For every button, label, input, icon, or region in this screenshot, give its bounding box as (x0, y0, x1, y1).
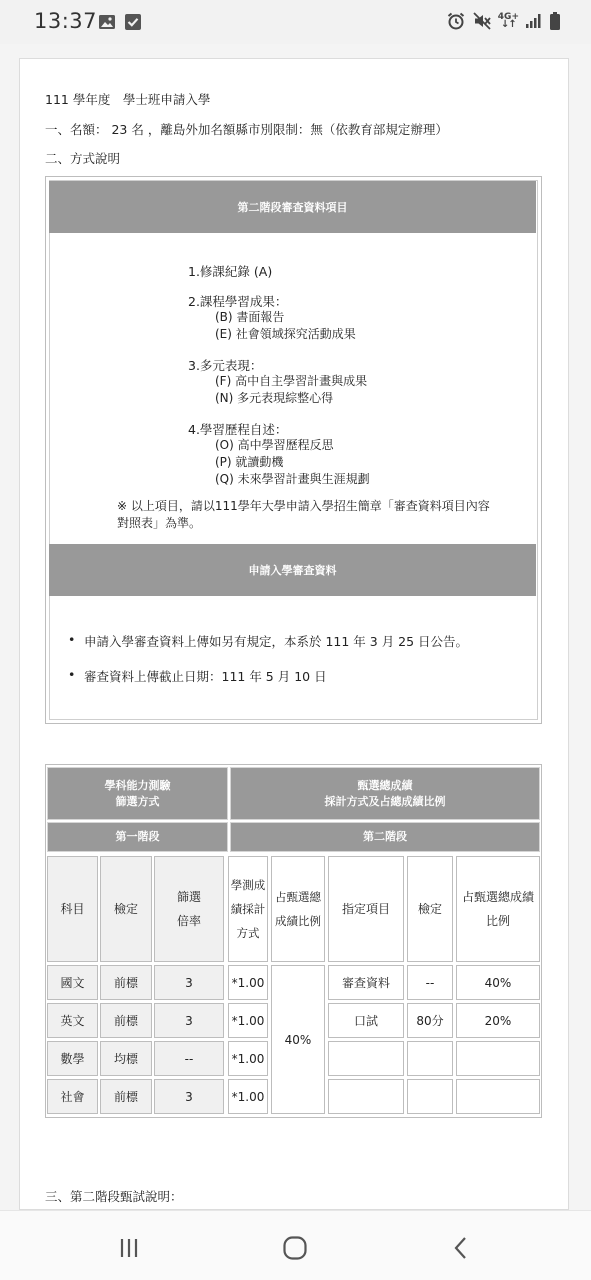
table-cell-ratio: 3 (154, 1003, 224, 1038)
application-heading: 申請入學審查資料 (49, 544, 536, 596)
col-check2: 檢定 (407, 856, 453, 962)
mobile-data-icon: 4G+ ↓↑ (497, 12, 519, 30)
method-heading: 二、方式說明 (45, 151, 121, 166)
table-cell-check: 均標 (100, 1041, 152, 1076)
col-score-method: 學測成 績採計 方式 (228, 856, 268, 962)
table-cell-item: 審查資料 (328, 965, 404, 1000)
page-title: 111 學年度 學士班申請入學 (45, 92, 211, 107)
table-cell-final (456, 1079, 540, 1114)
col-check: 檢定 (100, 856, 152, 962)
table-cell-score: *1.00 (228, 1003, 268, 1038)
table-header-total: 甄選總成績 採計方式及占總成績比例 (230, 767, 540, 820)
table-cell-item: 口試 (328, 1003, 404, 1038)
table-cell-item (328, 1079, 404, 1114)
table-header-screening: 學科能力測驗 篩選方式 (47, 767, 228, 820)
table-cell-subject: 英文 (47, 1003, 98, 1038)
table-cell-check2 (407, 1079, 453, 1114)
col-ratio: 篩選 倍率 (154, 856, 224, 962)
review-subitem: (F) 高中自主學習計畫與成果 (215, 374, 368, 388)
back-icon[interactable] (446, 1233, 476, 1263)
col-item: 指定項目 (328, 856, 404, 962)
table-cell-item (328, 1041, 404, 1076)
table-cell-score: *1.00 (228, 965, 268, 1000)
table-cell-check: 前標 (100, 1079, 152, 1114)
review-heading: 第二階段審查資料項目 (49, 181, 536, 233)
navigation-bar (0, 1210, 591, 1280)
review-note-line: 對照表」為準。 (117, 516, 202, 530)
table-cell-subject: 數學 (47, 1041, 98, 1076)
table-cell-share-merged: 40% (271, 965, 325, 1114)
review-subitem: (P) 就讀動機 (215, 455, 284, 469)
mute-icon (472, 11, 492, 31)
review-item: 3.多元表現： (188, 358, 263, 373)
table-header-stage1: 第一階段 (47, 822, 228, 852)
table-cell-check2: -- (407, 965, 453, 1000)
battery-icon (549, 11, 561, 31)
review-subitem: (Q) 未來學習計畫與生涯規劃 (215, 472, 370, 486)
section-three-heading: 三、第二階段甄試說明： (45, 1189, 183, 1204)
table-cell-score: *1.00 (228, 1079, 268, 1114)
alarm-icon (446, 11, 466, 31)
table-cell-score: *1.00 (228, 1041, 268, 1076)
review-subitem: (O) 高中學習歷程反思 (215, 438, 334, 452)
recent-apps-icon[interactable] (114, 1233, 144, 1263)
table-cell-final: 40% (456, 965, 540, 1000)
review-subitem: (B) 書面報告 (215, 310, 285, 324)
table-cell-subject: 國文 (47, 965, 98, 1000)
review-item: 4.學習歷程自述： (188, 422, 288, 437)
review-item: 1.修課紀錄 (A) (188, 264, 273, 279)
quota-line: 一、名額： 23 名 ，離島外加名額縣市別限制：無（依教育部規定辦理） (45, 122, 448, 137)
col-final-share: 占甄選總成績 比例 (456, 856, 540, 962)
table-cell-check2 (407, 1041, 453, 1076)
clock: 13:37 (34, 9, 98, 33)
col-share: 占甄選總 成績比例 (271, 856, 325, 962)
table-cell-check: 前標 (100, 1003, 152, 1038)
table-cell-ratio: 3 (154, 1079, 224, 1114)
application-bullet: • 申請入學審查資料上傳如另有規定，本系於 111 年 3 月 25 日公告。 (70, 632, 468, 650)
review-note-line: ※ 以上項目，請以111學年大學申請入學招生簡章「審查資料項目內容 (117, 499, 490, 513)
review-subitem: (E) 社會領域探究活動成果 (215, 327, 356, 341)
status-bar (0, 0, 591, 44)
table-cell-final: 20% (456, 1003, 540, 1038)
signal-icon (525, 13, 543, 29)
col-subject: 科目 (47, 856, 98, 962)
review-item: 2.課程學習成果： (188, 294, 288, 309)
review-subitem: (N) 多元表現綜整心得 (215, 391, 334, 405)
checkbox-icon (124, 13, 142, 31)
table-header-stage2: 第二階段 (230, 822, 540, 852)
table-cell-subject: 社會 (47, 1079, 98, 1114)
table-cell-ratio: 3 (154, 965, 224, 1000)
application-bullet: • 審查資料上傳截止日期：111 年 5 月 10 日 (70, 667, 327, 685)
table-cell-final (456, 1041, 540, 1076)
table-cell-ratio: -- (154, 1041, 224, 1076)
table-cell-check2: 80分 (407, 1003, 453, 1038)
home-icon[interactable] (280, 1233, 310, 1263)
image-icon (98, 13, 116, 31)
table-cell-check: 前標 (100, 965, 152, 1000)
